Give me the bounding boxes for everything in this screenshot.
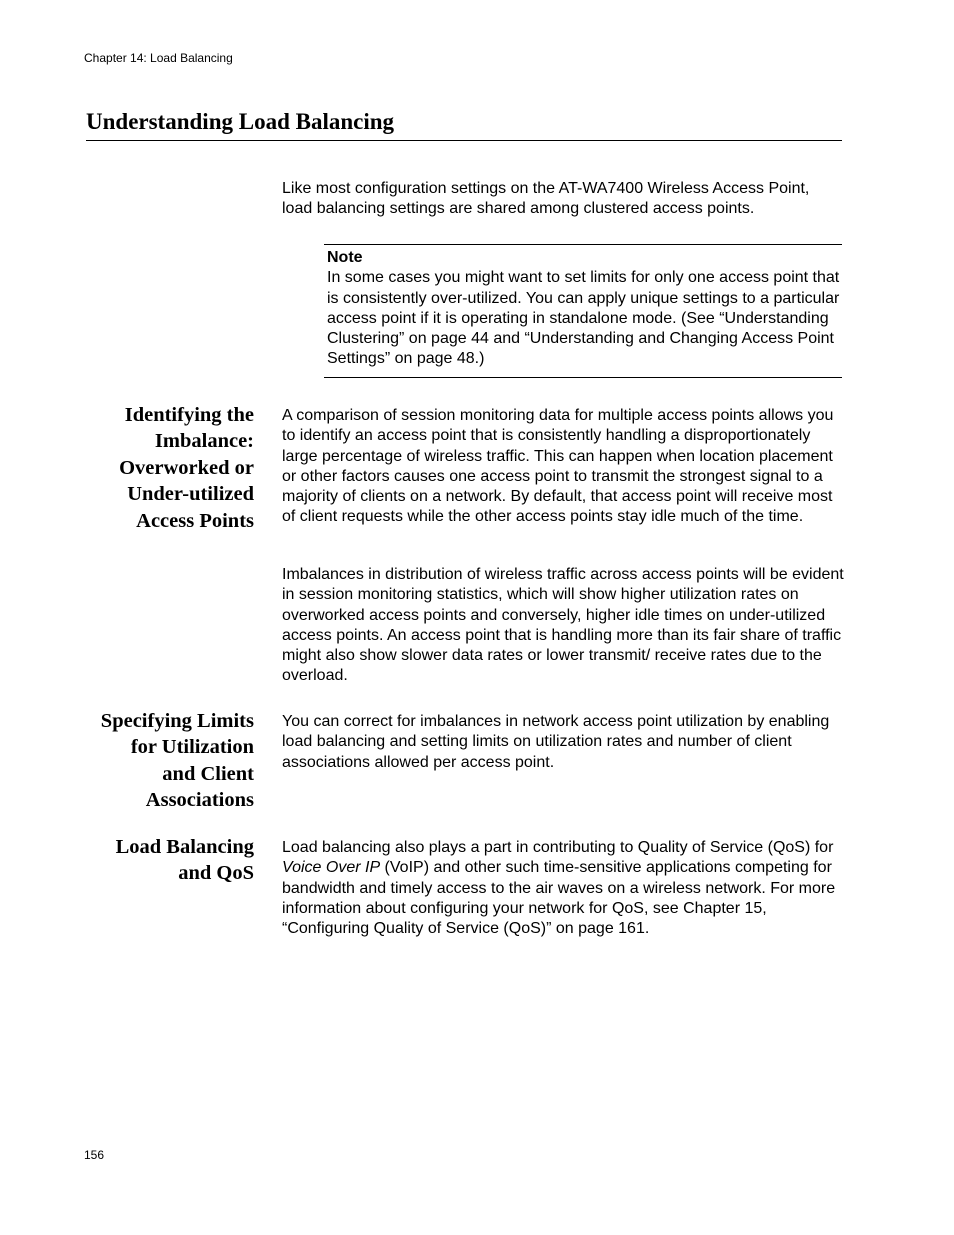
note-label: Note [327,249,363,266]
note-text: In some cases you might want to set limits for only one access point that is consistently over-utilized. You can apply unique settings to a particular access point if it is operating in standalone mode. (See “Understanding Clustering” on page 44 and “Understanding and Changing Access Point Settings” on page 48.) [327,269,840,368]
page-number: 156 [84,1148,105,1162]
section-heading-identifying-imbalance: Identifying the Imbalance: Overworked or Under-utilized Access Points [119,404,254,532]
section-3-paragraph-1: Load balancing also plays a part in contributing to Quality of Service (QoS) for Voice Over IP (VoIP) and other such time-sensitive applications competing for bandwidth and timely access to the air waves on a wireless network. For more information about configuring your network for QoS, see Chapter 15, “Configuring Quality of Service (QoS)” on page 161. [282,839,836,938]
voip-term: Voice Over IP [282,859,381,877]
section-1-paragraph-2: Imbalances in distribution of wireless traffic across access points will be evident in session monitoring statistics, which will show higher utilization rates on overworked access points and conversely, higher idle times on under-utilized access points. An access point that is handling more than its fair share of traffic might also show slower data rates or lower transmit/ receive rates due to the overload. [282,566,844,685]
section-2-paragraph-1: You can correct for imbalances in network access point utilization by enabling load balancing and setting limits on utilization rates and number of client associations allowed per access point. [282,713,830,771]
running-header: Chapter 14: Load Balancing [84,51,233,65]
page-title: Understanding Load Balancing [86,109,395,134]
section-heading-load-balancing-qos: Load Balancing and QoS [115,836,254,885]
note-box [324,244,842,378]
section-heading-specifying-limits: Specifying Limits for Utilization and Client Associations [100,710,254,812]
section-1-paragraph-1: A comparison of session monitoring data for multiple access points allows you to identify an access point that is consistently handling a disproportionately large percentage of wireless traffic. This can happen when location placement or other factors causes one access point to transmit the strongest signal to a majority of clients on a network. By default, that access point will receive most of client requests while the other access points stay idle much of the time. [282,407,834,526]
intro-paragraph: Like most configuration settings on the AT-WA7400 Wireless Access Point, load balancing settings are shared among clustered access points. [282,180,810,218]
title-rule [86,140,842,141]
